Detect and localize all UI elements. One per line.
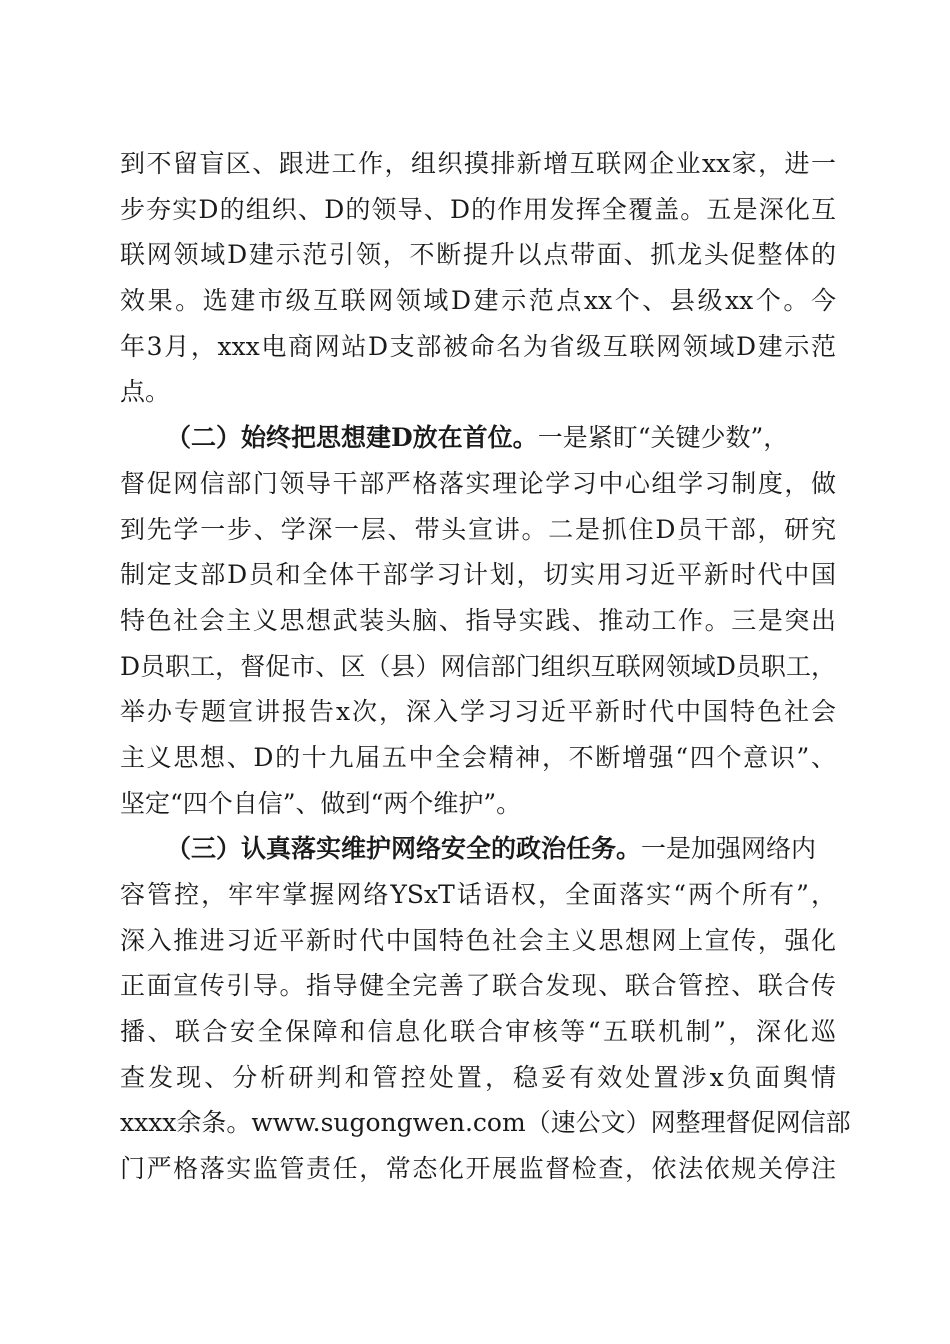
heading-line-rest: 一是紧盯“关键少数”， [537, 423, 789, 453]
section-heading: （三）认真落实维护网络安全的政治任务。 [166, 834, 642, 864]
text-line: 特色社会主义思想武装头脑、指导实践、推动工作。三是突出 [120, 605, 836, 635]
paragraph-3 [120, 826, 851, 1192]
text-line: 正面宣传引导。指导健全完善了联合发现、联合管控、联合传 [120, 971, 836, 1001]
text-line [120, 415, 836, 461]
text-line: 年3月，xxx电商网站D支部被命名为省级互联网领域D建示范 [120, 331, 836, 361]
text-line: xxxx余条。www.sugongwen.com（速公文）网整理督促网信部 [120, 1108, 851, 1138]
text-line: 容管控，牢牢掌握网络YSxT话语权，全面落实“两个所有”， [120, 880, 836, 909]
paragraph-2 [120, 415, 836, 826]
text-line: 坚定“四个自信”、做到“两个维护”。 [120, 788, 522, 818]
text-line: 步夯实D的组织、D的领导、D的作用发挥全覆盖。五是深化互 [120, 194, 836, 224]
text-line: 到不留盲区、跟进工作，组织摸排新增互联网企业xx家，进一 [120, 149, 836, 178]
text-line: D员职工，督促市、区（县）网信部门组织互联网领域D员职工， [120, 651, 836, 681]
text-line: 制定支部D员和全体干部学习计划，切实用习近平新时代中国 [120, 560, 836, 590]
text-line: 督促网信部门领导干部严格落实理论学习中心组学习制度，做 [120, 468, 836, 498]
text-line: 查发现、分析研判和管控处置，稳妥有效处置涉x负面舆情 [120, 1062, 836, 1092]
paragraph-1 [120, 141, 836, 415]
section-heading: （二）始终把思想建D放在首位。 [166, 423, 538, 453]
text-line: 门严格落实监管责任，常态化开展监督检查，依法依规关停注 [120, 1154, 836, 1184]
heading-line-rest: 一是加强网络内 [641, 834, 817, 864]
text-line: 联网领域D建示范引领，不断提升以点带面、抓龙头促整体的 [120, 240, 836, 270]
text-line: 到先学一步、学深一层、带头宣讲。二是抓住D员干部，研究 [120, 514, 836, 544]
body-text [120, 141, 851, 1192]
text-line: 效果。选建市级互联网领域D建示范点xx个、县级xx个。今 [120, 286, 836, 316]
text-line: 播、联合安全保障和信息化联合审核等“五联机制”，深化巡 [120, 1017, 836, 1047]
text-line: 深入推进习近平新时代中国特色社会主义思想网上宣传，强化 [120, 925, 836, 955]
text-line [120, 826, 836, 872]
text-line: 点。 [120, 377, 171, 407]
text-line: 举办专题宣讲报告x次，深入学习习近平新时代中国特色社会 [120, 697, 836, 727]
text-line: 主义思想、D的十九届五中全会精神，不断增强“四个意识”、 [120, 742, 836, 772]
